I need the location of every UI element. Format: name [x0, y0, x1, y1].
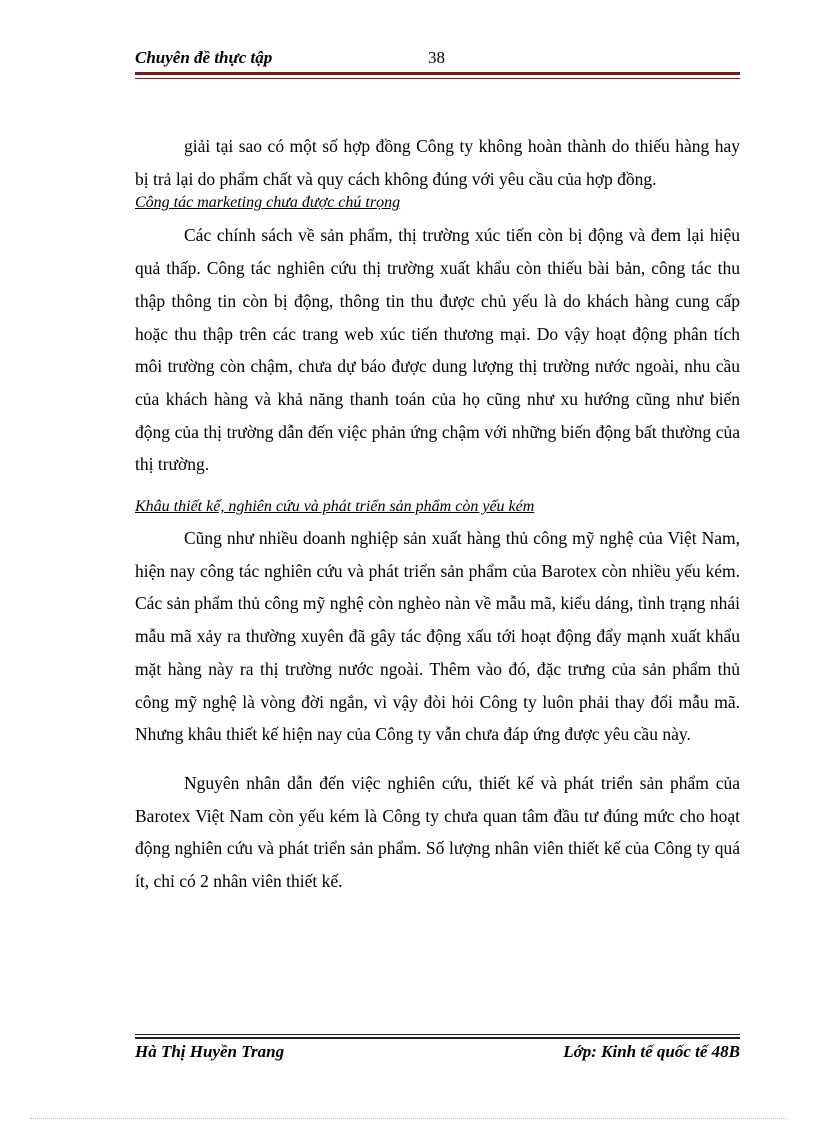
paragraph-marketing: Các chính sách về sản phẩm, thị trường xúc tiến còn bị động và đem lại hiệu quả thấp. Công tác nghiên cứu thị trường xuất khẩu còn thiếu bài bản, công tác thu thập thông tin còn bị động, thông tin thu được chủ yếu là do khách hàng cung cấp hoặc thu thập trên các trang web xúc tiến thương mại. Do vậy hoạt động phân tích môi trường còn chậm, chưa dự báo được dung lượng thị trường nước ngoài, nhu cầu của khách hàng và khả năng thanh toán của họ cũng như xu hướng cũng như biến động của thị trường dẫn đến việc phản ứng chậm với những biến động bất thường của thị trường.: [135, 225, 740, 475]
footer-class: Lớp: Kinh tế quốc tế 48B: [563, 1042, 740, 1061]
paragraph-continuation: giải tại sao có một số hợp đồng Công ty không hoàn thành do thiếu hàng hay bị trả lại do phẩm chất và quy cách không đúng với yêu cầu của hợp đồng.: [135, 136, 740, 189]
paragraph-design: Cũng như nhiều doanh nghiệp sản xuất hàng thủ công mỹ nghệ của Việt Nam, hiện nay công tác nghiên cứu và phát triển sản phẩm của Barotex còn nhiều yếu kém. Các sản phẩm thủ công mỹ nghệ còn nghèo nàn về mẫu mã, kiểu dáng, tình trạng nhái mẫu mã xảy ra thường xuyên đã gây tác động xấu tới hoạt động đẩy mạnh xuất khẩu mặt hàng này ra thị trường nước ngoài. Thêm vào đó, đặc trưng của sản phẩm thủ công mỹ nghệ là vòng đời ngắn, vì vậy đòi hỏi Công ty luôn phải thay đổi mẫu mã. Nhưng khâu thiết kế hiện nay của Công ty vẫn chưa đáp ứng được yêu cầu này.: [135, 528, 740, 745]
footer-author: Hà Thị Huyền Trang: [135, 1042, 285, 1061]
section-heading-marketing: Công tác marketing chưa được chú trọng: [135, 194, 401, 212]
page-header: [135, 48, 740, 70]
section-heading-design: Khâu thiết kế, nghiên cứu và phát triển sản phẩm còn yếu kém: [135, 498, 535, 516]
page-content: [135, 130, 740, 898]
header-rule-thin: [135, 78, 740, 79]
page-number: 38: [428, 48, 445, 67]
paragraph-reason: Nguyên nhân dẫn đến việc nghiên cứu, thiết kế và phát triển sản phẩm của Barotex Việt Nam còn yếu kém là Công ty chưa quan tâm đầu tư đúng mức cho hoạt động nghiên cứu và phát triển sản phẩm. Số lượng nhân viên thiết kế của Công ty quá ít, chỉ có 2 nhân viên thiết kế.: [135, 772, 740, 892]
header-rule-thick: [135, 72, 740, 75]
footer-rule-thick: [135, 1037, 740, 1039]
footer-rule-thin: [135, 1034, 740, 1035]
document-title: Chuyên đề thực tập: [135, 48, 273, 67]
page-edge-dotted: [30, 1118, 786, 1119]
